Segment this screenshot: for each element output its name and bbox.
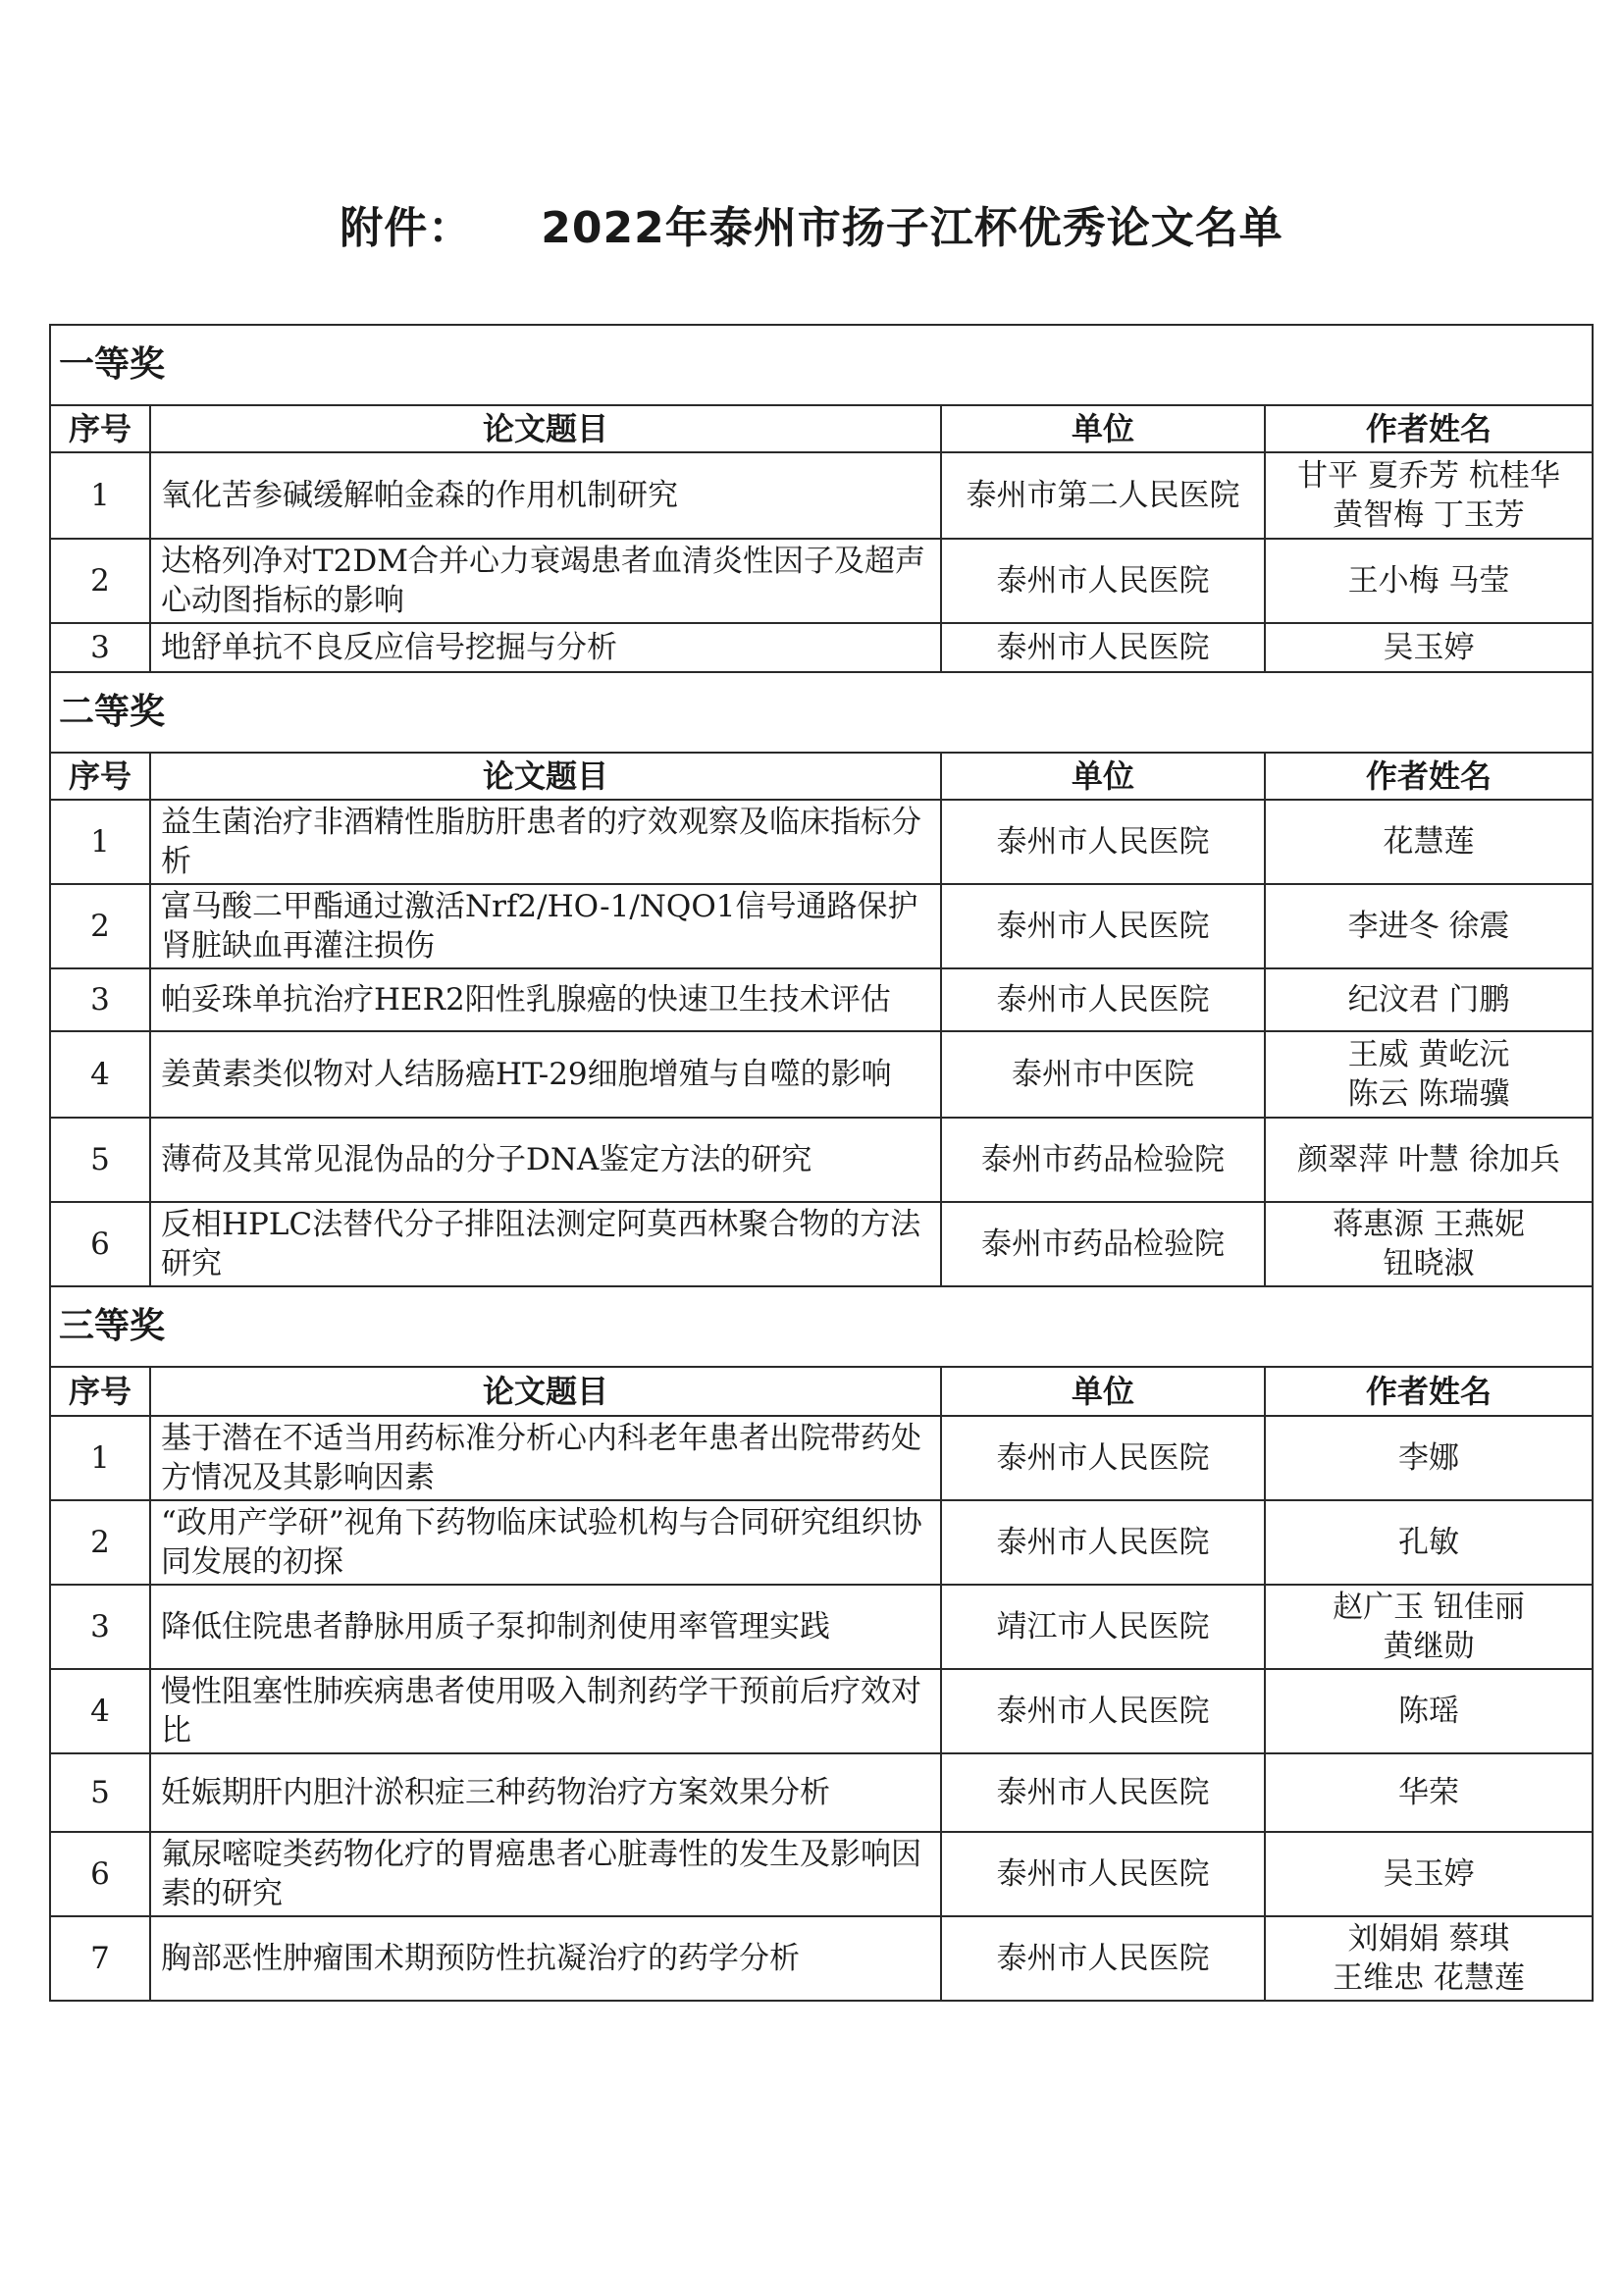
author-line: 黄智梅 丁玉芳	[1333, 497, 1525, 533]
table-row	[50, 1669, 1593, 1753]
header-title: 论文题目	[150, 1367, 941, 1416]
author-line: 王小梅 马莹	[1347, 563, 1510, 599]
author-line: 陈云 陈瑞骥	[1347, 1076, 1510, 1112]
author-names	[1265, 1031, 1593, 1118]
author-names	[1265, 1916, 1593, 2001]
row-number: 3	[50, 1585, 150, 1669]
unit-name: 泰州市人民医院	[941, 1500, 1265, 1585]
table-row	[50, 1585, 1593, 1669]
row-number: 1	[50, 800, 150, 884]
paper-title: 薄荷及其常见混伪品的分子DNA鉴定方法的研究	[150, 1118, 941, 1202]
author-names	[1265, 884, 1593, 968]
paper-title: 帕妥珠单抗治疗HER2阳性乳腺癌的快速卫生技术评估	[150, 968, 941, 1031]
table-row	[50, 623, 1593, 672]
paper-title: 胸部恶性肿瘤围术期预防性抗凝治疗的药学分析	[150, 1916, 941, 2001]
author-line: 蒋惠源 王燕妮	[1333, 1207, 1525, 1242]
award-level-heading: 一等奖	[50, 325, 1593, 405]
row-number: 6	[50, 1202, 150, 1286]
header-title: 论文题目	[150, 405, 941, 452]
header-no: 序号	[50, 753, 150, 800]
author-names	[1265, 1416, 1593, 1500]
paper-title: 富马酸二甲酯通过激活Nrf2/HO-1/NQO1信号通路保护肾脏缺血再灌注损伤	[150, 884, 941, 968]
paper-title: 达格列净对T2DM合并心力衰竭患者血清炎性因子及超声心动图指标的影响	[150, 539, 941, 623]
header-unit: 单位	[941, 1367, 1265, 1416]
row-number: 4	[50, 1031, 150, 1118]
row-number: 3	[50, 623, 150, 672]
author-names	[1265, 623, 1593, 672]
row-number: 2	[50, 884, 150, 968]
author-names	[1265, 1669, 1593, 1753]
unit-name: 泰州市人民医院	[941, 1669, 1265, 1753]
table-row	[50, 968, 1593, 1031]
title-prefix: 附件：	[340, 203, 473, 253]
header-authors: 作者姓名	[1265, 753, 1593, 800]
table-row	[50, 452, 1593, 539]
paper-title: 降低住院患者静脉用质子泵抑制剂使用率管理实践	[150, 1585, 941, 1669]
author-names	[1265, 539, 1593, 623]
unit-name: 泰州市第二人民医院	[941, 452, 1265, 539]
table-row	[50, 1500, 1593, 1585]
row-number: 7	[50, 1916, 150, 2001]
row-number: 1	[50, 1416, 150, 1500]
paper-title: 慢性阻塞性肺疾病患者使用吸入制剂药学干预前后疗效对比	[150, 1669, 941, 1753]
row-number: 5	[50, 1753, 150, 1832]
row-number: 1	[50, 452, 150, 539]
award-level-heading: 二等奖	[50, 672, 1593, 753]
row-number: 2	[50, 539, 150, 623]
unit-name: 泰州市人民医院	[941, 1832, 1265, 1916]
author-names	[1265, 968, 1593, 1031]
author-names	[1265, 1118, 1593, 1202]
header-unit: 单位	[941, 753, 1265, 800]
award-level-row	[50, 1286, 1593, 1367]
unit-name: 泰州市人民医院	[941, 623, 1265, 672]
author-line: 赵广玉 钮佳丽	[1333, 1590, 1525, 1625]
author-line: 王维忠 花慧莲	[1333, 1960, 1525, 1996]
row-number: 5	[50, 1118, 150, 1202]
author-line: 吴玉婷	[1383, 630, 1475, 665]
header-title: 论文题目	[150, 753, 941, 800]
header-authors: 作者姓名	[1265, 405, 1593, 452]
paper-title: 基于潜在不适当用药标准分析心内科老年患者出院带药处方情况及其影响因素	[150, 1416, 941, 1500]
award-level-row	[50, 325, 1593, 405]
paper-title: 姜黄素类似物对人结肠癌HT-29细胞增殖与自噬的影响	[150, 1031, 941, 1118]
author-line: 王威 黄屹沅	[1347, 1037, 1510, 1072]
unit-name: 泰州市人民医院	[941, 1753, 1265, 1832]
author-line: 李进冬 徐震	[1347, 909, 1510, 944]
table-row	[50, 1916, 1593, 2001]
table-row	[50, 1202, 1593, 1286]
paper-title: 氧化苦参碱缓解帕金森的作用机制研究	[150, 452, 941, 539]
column-header-row	[50, 1367, 1593, 1416]
award-level-row	[50, 672, 1593, 753]
paper-title: 益生菌治疗非酒精性脂肪肝患者的疗效观察及临床指标分析	[150, 800, 941, 884]
document-title	[0, 192, 1623, 255]
row-number: 4	[50, 1669, 150, 1753]
header-unit: 单位	[941, 405, 1265, 452]
unit-name: 泰州市中医院	[941, 1031, 1265, 1118]
author-line: 吴玉婷	[1383, 1856, 1475, 1892]
table-row	[50, 1416, 1593, 1500]
header-no: 序号	[50, 1367, 150, 1416]
row-number: 2	[50, 1500, 150, 1585]
paper-title: 反相HPLC法替代分子排阻法测定阿莫西林聚合物的方法研究	[150, 1202, 941, 1286]
author-names	[1265, 1585, 1593, 1669]
author-line: 纪汶君 门鹏	[1347, 982, 1510, 1018]
author-names	[1265, 800, 1593, 884]
column-header-row	[50, 753, 1593, 800]
author-line: 李娜	[1398, 1440, 1459, 1476]
paper-title: “政用产学研”视角下药物临床试验机构与合同研究组织协同发展的初探	[150, 1500, 941, 1585]
award-table	[49, 324, 1594, 2002]
table-row	[50, 539, 1593, 623]
table-row	[50, 1832, 1593, 1916]
author-line: 孔敏	[1398, 1525, 1459, 1560]
unit-name: 泰州市人民医院	[941, 1916, 1265, 2001]
unit-name: 泰州市人民医院	[941, 1416, 1265, 1500]
author-line: 甘平 夏乔芳 杭桂华	[1297, 458, 1560, 494]
unit-name: 泰州市人民医院	[941, 539, 1265, 623]
author-names	[1265, 1832, 1593, 1916]
unit-name: 泰州市药品检验院	[941, 1202, 1265, 1286]
table-row	[50, 1031, 1593, 1118]
award-level-heading: 三等奖	[50, 1286, 1593, 1367]
author-line: 陈瑶	[1398, 1694, 1459, 1729]
author-names	[1265, 1202, 1593, 1286]
header-authors: 作者姓名	[1265, 1367, 1593, 1416]
unit-name: 泰州市人民医院	[941, 800, 1265, 884]
unit-name: 泰州市药品检验院	[941, 1118, 1265, 1202]
author-line: 刘娟娟 蔡琪	[1347, 1921, 1510, 1957]
paper-title: 氟尿嘧啶类药物化疗的胃癌患者心脏毒性的发生及影响因素的研究	[150, 1832, 941, 1916]
author-line: 华荣	[1398, 1775, 1459, 1810]
paper-title: 妊娠期肝内胆汁淤积症三种药物治疗方案效果分析	[150, 1753, 941, 1832]
author-names	[1265, 1500, 1593, 1585]
author-line: 黄继勋	[1383, 1629, 1475, 1664]
author-names	[1265, 1753, 1593, 1832]
column-header-row	[50, 405, 1593, 452]
author-line: 颜翠萍 叶慧 徐加兵	[1297, 1142, 1560, 1177]
unit-name: 泰州市人民医院	[941, 968, 1265, 1031]
author-names	[1265, 452, 1593, 539]
table-row	[50, 1118, 1593, 1202]
title-main: 2022年泰州市扬子江杯优秀论文名单	[541, 203, 1283, 253]
row-number: 6	[50, 1832, 150, 1916]
unit-name: 靖江市人民医院	[941, 1585, 1265, 1669]
table-row	[50, 884, 1593, 968]
unit-name: 泰州市人民医院	[941, 884, 1265, 968]
table-row	[50, 800, 1593, 884]
table-row	[50, 1753, 1593, 1832]
header-no: 序号	[50, 405, 150, 452]
author-line: 钮晓淑	[1383, 1246, 1475, 1281]
author-line: 花慧莲	[1383, 824, 1475, 860]
row-number: 3	[50, 968, 150, 1031]
paper-title: 地舒单抗不良反应信号挖掘与分析	[150, 623, 941, 672]
